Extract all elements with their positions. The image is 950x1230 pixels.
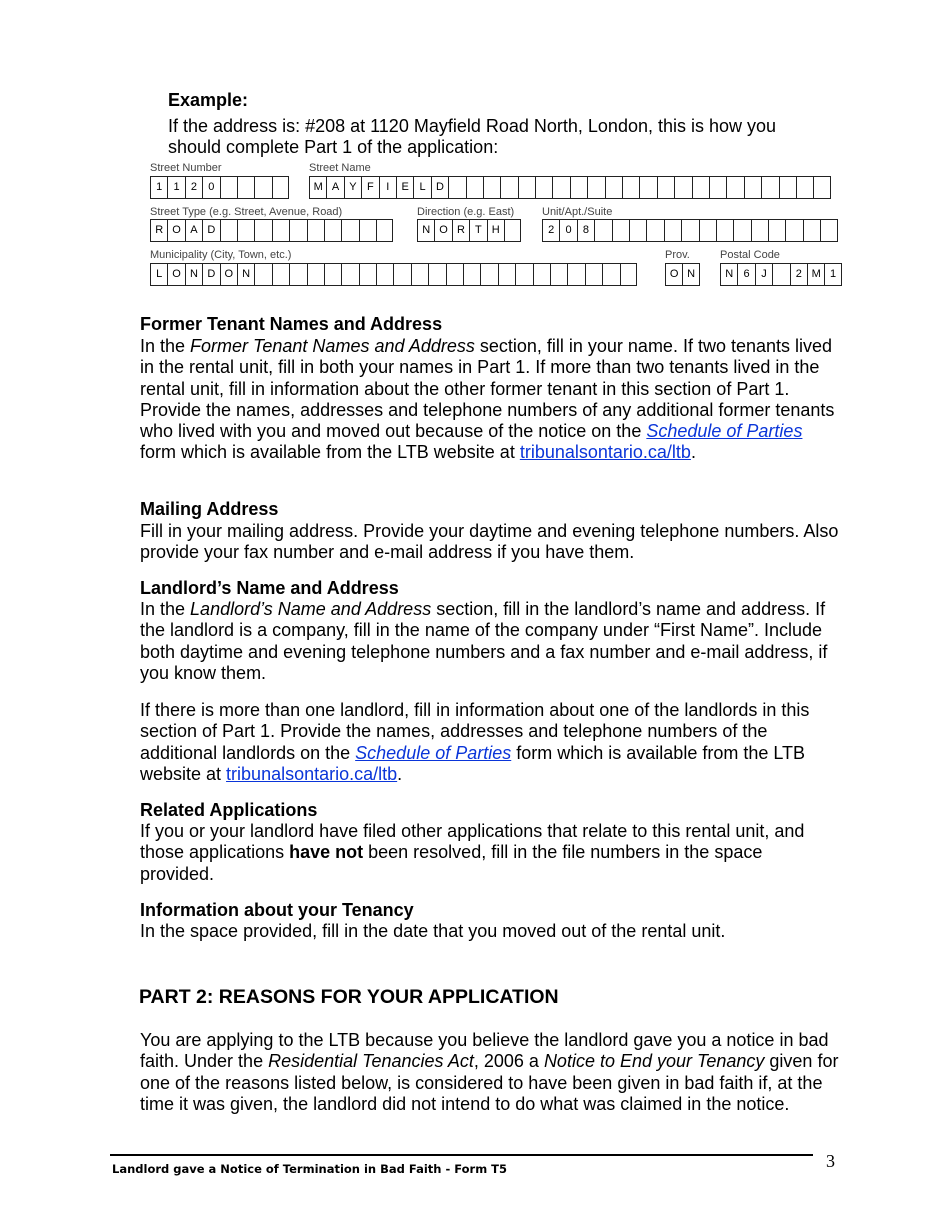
example-heading: Example: (168, 90, 249, 110)
char-box: H (487, 219, 504, 242)
char-box: 0 (559, 219, 576, 242)
char-box (570, 176, 587, 199)
char-box: O (167, 219, 184, 242)
part2-body: You are applying to the LTB because you believe the landlord gave you a notice in bad faith. Under the Residential Tenancies Act, 2006 a Notice to End your Tenancy given for one of the reasons listed below, is considered to have been given in bad faith if, at the time it was given, the landlord did not intend to do what was claimed in the notice. (140, 1030, 839, 1114)
char-box (220, 219, 237, 242)
char-box: R (452, 219, 469, 242)
char-box (785, 219, 802, 242)
page-number: 3 (826, 1151, 835, 1171)
char-box (552, 176, 569, 199)
char-box: E (396, 176, 413, 199)
char-box (594, 219, 611, 242)
char-box (772, 263, 789, 286)
example-intro: If the address is: #208 at 1120 Mayfield Road North, London, this is how you should complete Part 1 of the application: (168, 116, 777, 158)
char-box (796, 176, 813, 199)
char-box: Y (344, 176, 361, 199)
municipality-boxes (150, 263, 637, 286)
char-box: N (237, 263, 254, 286)
char-box: R (150, 219, 167, 242)
char-box: T (469, 219, 486, 242)
char-box (515, 263, 532, 286)
char-box (646, 219, 663, 242)
char-box (699, 219, 716, 242)
char-box: A (185, 219, 202, 242)
char-box (533, 263, 550, 286)
char-box (376, 263, 393, 286)
footer-rule (110, 1154, 813, 1156)
direction-boxes (417, 219, 521, 242)
char-box (307, 263, 324, 286)
mailing-address-heading: Mailing Address (140, 499, 279, 519)
landlord-multiple-body: If there is more than one landlord, fill in information about one of the landlords in this section of Part 1. Provide the names, addresses and telephone numbers of the additional landlords on the Schedule of Parties form which is available from the LTB website at tribunalsontario.ca/ltb. (140, 700, 810, 784)
char-box (498, 263, 515, 286)
char-box (605, 176, 622, 199)
char-box: F (361, 176, 378, 199)
street-name-boxes (309, 176, 831, 199)
char-box: N (720, 263, 737, 286)
char-box: 0 (202, 176, 219, 199)
char-box (612, 219, 629, 242)
char-box (446, 263, 463, 286)
char-box (585, 263, 602, 286)
char-box: 1 (824, 263, 841, 286)
char-box (726, 176, 743, 199)
related-applications-body: If you or your landlord have filed other applications that relate to this rental unit, and those applications have not been resolved, fill in the file numbers in the space provided. (140, 821, 805, 884)
char-box (359, 219, 376, 242)
char-box (674, 176, 691, 199)
char-box (629, 219, 646, 242)
char-box: 1 (167, 176, 184, 199)
char-box (220, 176, 237, 199)
former-tenant-body: In the Former Tenant Names and Address section, fill in your name. If two tenants lived in the rental unit, fill in both your names in Part 1. If more than two tenants lived in the rental unit, fill in information about the other former tenant in this section of Part 1. Provide the names, addresses and telephone numbers of any additional former tenants who lived with you and moved out because of the notice on the Schedule of Parties form which is available from the LTB website at tribunalsontario.ca/ltb. (140, 336, 835, 463)
char-box (289, 263, 306, 286)
tenancy-heading: Information about your Tenancy (140, 900, 414, 920)
landlord-body: In the Landlord’s Name and Address section, fill in the landlord’s name and address. If the landlord is a company, fill in the name of the company under “First Name”. Include both daytime and evening telephone numbers and a fax number and e-mail address, if you know them. (140, 599, 828, 683)
unit-boxes (542, 219, 838, 242)
char-box (289, 219, 306, 242)
char-box: N (417, 219, 434, 242)
char-box (307, 219, 324, 242)
char-box (463, 263, 480, 286)
char-box (272, 263, 289, 286)
unit-label: Unit/Apt./Suite (542, 206, 613, 218)
char-box (428, 263, 445, 286)
char-box (393, 263, 410, 286)
ltb-website-link-2[interactable]: tribunalsontario.ca/ltb (226, 763, 398, 784)
char-box (341, 263, 358, 286)
char-box: L (413, 176, 430, 199)
char-box (359, 263, 376, 286)
char-box (254, 219, 271, 242)
char-box: O (167, 263, 184, 286)
municipality-label: Municipality (City, Town, etc.) (150, 249, 292, 261)
char-box (779, 176, 796, 199)
direction-label: Direction (e.g. East) (417, 206, 515, 218)
char-box (567, 263, 584, 286)
province-label: Prov. (665, 249, 690, 261)
char-box (324, 219, 341, 242)
char-box (483, 176, 500, 199)
postal-code-boxes (720, 263, 842, 286)
char-box: O (665, 263, 682, 286)
char-box (709, 176, 726, 199)
schedule-of-parties-link[interactable]: Schedule of Parties (646, 421, 803, 442)
char-box (535, 176, 552, 199)
street-type-boxes (150, 219, 393, 242)
char-box (518, 176, 535, 199)
char-box (716, 219, 733, 242)
char-box (813, 176, 830, 199)
char-box (272, 219, 289, 242)
char-box: O (434, 219, 451, 242)
postal-code-label: Postal Code (720, 249, 780, 261)
province-boxes (665, 263, 700, 286)
char-box (237, 219, 254, 242)
char-box: O (220, 263, 237, 286)
char-box: I (379, 176, 396, 199)
char-box: 8 (577, 219, 594, 242)
char-box (411, 263, 428, 286)
part2-heading: PART 2: REASONS FOR YOUR APPLICATION (139, 986, 559, 1008)
char-box: L (150, 263, 167, 286)
former-tenant-heading: Former Tenant Names and Address (140, 314, 443, 334)
char-box (761, 176, 778, 199)
char-box: M (807, 263, 824, 286)
char-box (376, 219, 393, 242)
char-box: N (185, 263, 202, 286)
schedule-of-parties-link-2[interactable]: Schedule of Parties (355, 742, 512, 763)
char-box (237, 176, 254, 199)
street-number-boxes (150, 176, 289, 199)
char-box (664, 219, 681, 242)
char-box: A (326, 176, 343, 199)
char-box (820, 219, 837, 242)
char-box: D (202, 219, 219, 242)
char-box (622, 176, 639, 199)
char-box (500, 176, 517, 199)
footer-title: Landlord gave a Notice of Termination in Bad Faith - Form T5 (112, 1162, 508, 1176)
street-name-label: Street Name (309, 162, 371, 174)
tenancy-body: In the space provided, fill in the date that you moved out of the rental unit. (140, 921, 726, 941)
char-box: J (755, 263, 772, 286)
char-box (254, 263, 271, 286)
char-box (744, 176, 761, 199)
char-box: 2 (790, 263, 807, 286)
char-box: M (309, 176, 326, 199)
ltb-website-link[interactable]: tribunalsontario.ca/ltb (519, 442, 691, 463)
char-box (692, 176, 709, 199)
char-box (272, 176, 289, 199)
street-number-label: Street Number (150, 162, 222, 174)
landlord-heading: Landlord’s Name and Address (140, 578, 399, 598)
char-box: 2 (542, 219, 559, 242)
char-box (803, 219, 820, 242)
char-box (733, 219, 750, 242)
char-box: N (682, 263, 699, 286)
char-box (587, 176, 604, 199)
char-box (480, 263, 497, 286)
char-box (448, 176, 465, 199)
char-box (504, 219, 521, 242)
street-type-label: Street Type (e.g. Street, Avenue, Road) (150, 206, 343, 218)
char-box (768, 219, 785, 242)
char-box (751, 219, 768, 242)
char-box: D (202, 263, 219, 286)
char-box (602, 263, 619, 286)
char-box (681, 219, 698, 242)
char-box (341, 219, 358, 242)
char-box (324, 263, 341, 286)
char-box (466, 176, 483, 199)
char-box (254, 176, 271, 199)
char-box (620, 263, 637, 286)
related-applications-heading: Related Applications (140, 800, 318, 820)
char-box (657, 176, 674, 199)
char-box: 6 (737, 263, 754, 286)
char-box: 1 (150, 176, 167, 199)
char-box (639, 176, 656, 199)
char-box (550, 263, 567, 286)
char-box: D (431, 176, 448, 199)
char-box: 2 (185, 176, 202, 199)
mailing-address-body: Fill in your mailing address. Provide your daytime and evening telephone numbers. Also provide your fax number and e-mail address if you have them. (140, 521, 839, 563)
